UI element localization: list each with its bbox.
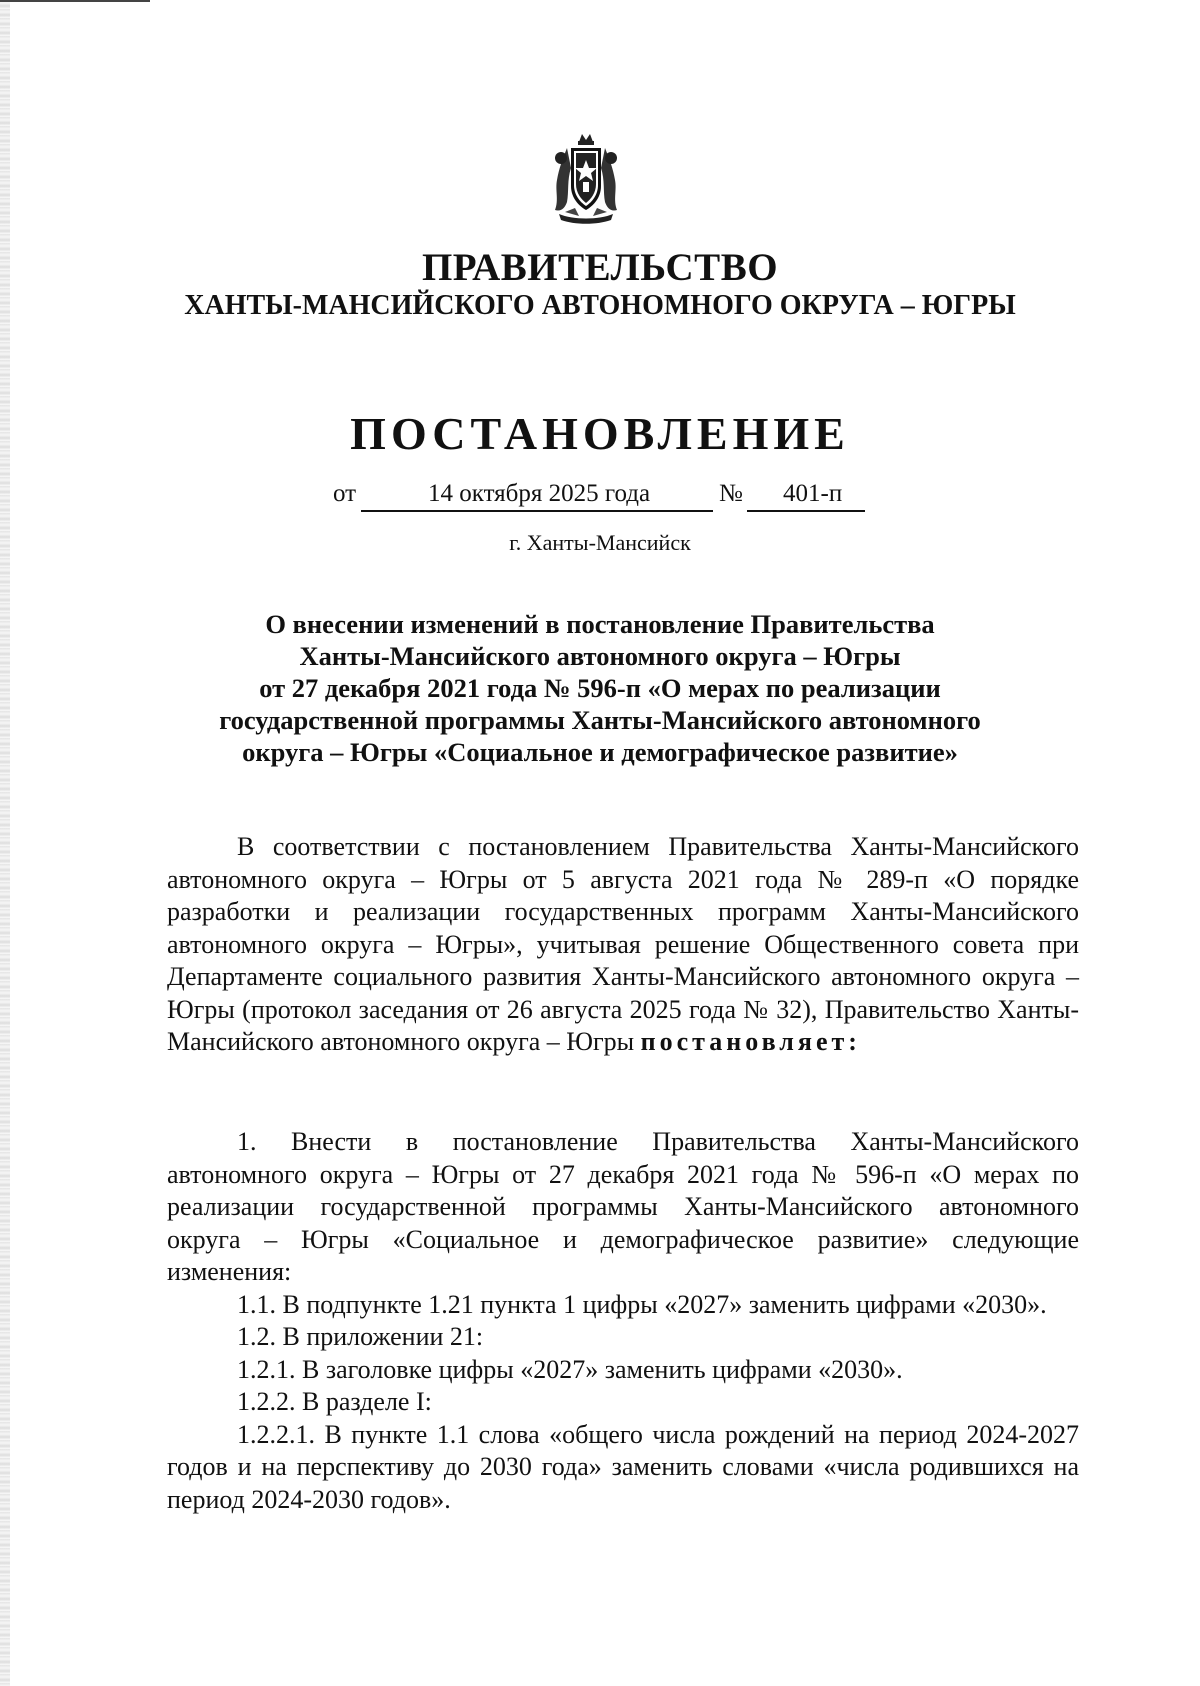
title-line: О внесении изменений в постановление Правительства <box>265 609 935 639</box>
coat-of-arms-emblem <box>545 128 627 228</box>
number-underline <box>747 510 865 512</box>
item-1-2-2-1: 1.2.2.1. В пункте 1.1 слова «общего числа рождений на период 2024-2027 годов и на перспективу до 2030 года» заменить словами «числа родившихся на период 2024-2030 годов». <box>167 1419 1079 1514</box>
preamble-text: В соответствии с постановлением Правительства Ханты-Мансийского автономного округа – Югры от 5 августа 2021 года № 289-п «О порядке разработки и реализации государственных программ Ханты-Мансийского автономного округа – Югры», учитывая решение Общественного совета при Департаменте социального развития Ханты-Мансийского автономного округа – Югры (протокол заседания от 26 августа 2025 года № 32), Правительство Ханты-Мансийского автономного округа – Югры <box>167 832 1079 1056</box>
document-date: 14 октября 2025 года <box>428 480 651 507</box>
document-title <box>0 608 1200 768</box>
date-underline <box>361 510 713 512</box>
item-1-1: 1.1. В подпункте 1.21 пункта 1 цифры «2027» заменить цифрами «2030». <box>237 1289 1047 1319</box>
title-line: округа – Югры «Социальное и демографическое развитие» <box>242 737 958 767</box>
title-line: Ханты-Мансийского автономного округа – Югры <box>299 641 901 671</box>
item-1-2-1: 1.2.1. В заголовке цифры «2027» заменить цифрами «2030». <box>237 1354 903 1384</box>
title-line: от 27 декабря 2021 года № 596-п «О мерах по реализации <box>259 673 941 703</box>
document-number: 401-п <box>783 480 843 507</box>
scan-mark <box>0 0 150 2</box>
date-prefix: от <box>333 480 357 507</box>
decree-word: постановляет: <box>640 1027 861 1056</box>
government-heading: ПРАВИТЕЛЬСТВО <box>421 246 779 289</box>
item-1-2: 1.2. В приложении 21: <box>237 1322 484 1351</box>
item-1: 1. Внести в постановление Правительства Ханты-Мансийского автономного округа – Югры от 27 декабря 2021 года № 596-п «О мерах по реализации государственной программы Ханты-Мансийского автономного округа – Югры «Социальное и демографическое развитие» следующие изменения: <box>167 1127 1079 1286</box>
document-type: ПОСТАНОВЛЕНИЕ <box>350 408 850 459</box>
region-heading: ХАНТЫ-МАНСИЙСКОГО АВТОНОМНОГО ОКРУГА – ЮГРЫ <box>184 290 1016 321</box>
number-prefix: № <box>719 480 743 507</box>
amendments <box>167 1126 1079 1516</box>
item-1-2-2: 1.2.2. В разделе I: <box>237 1387 432 1416</box>
preamble <box>167 831 1079 1059</box>
city: г. Ханты-Мансийск <box>509 530 691 555</box>
title-line: государственной программы Ханты-Мансийского автономного <box>219 705 981 735</box>
